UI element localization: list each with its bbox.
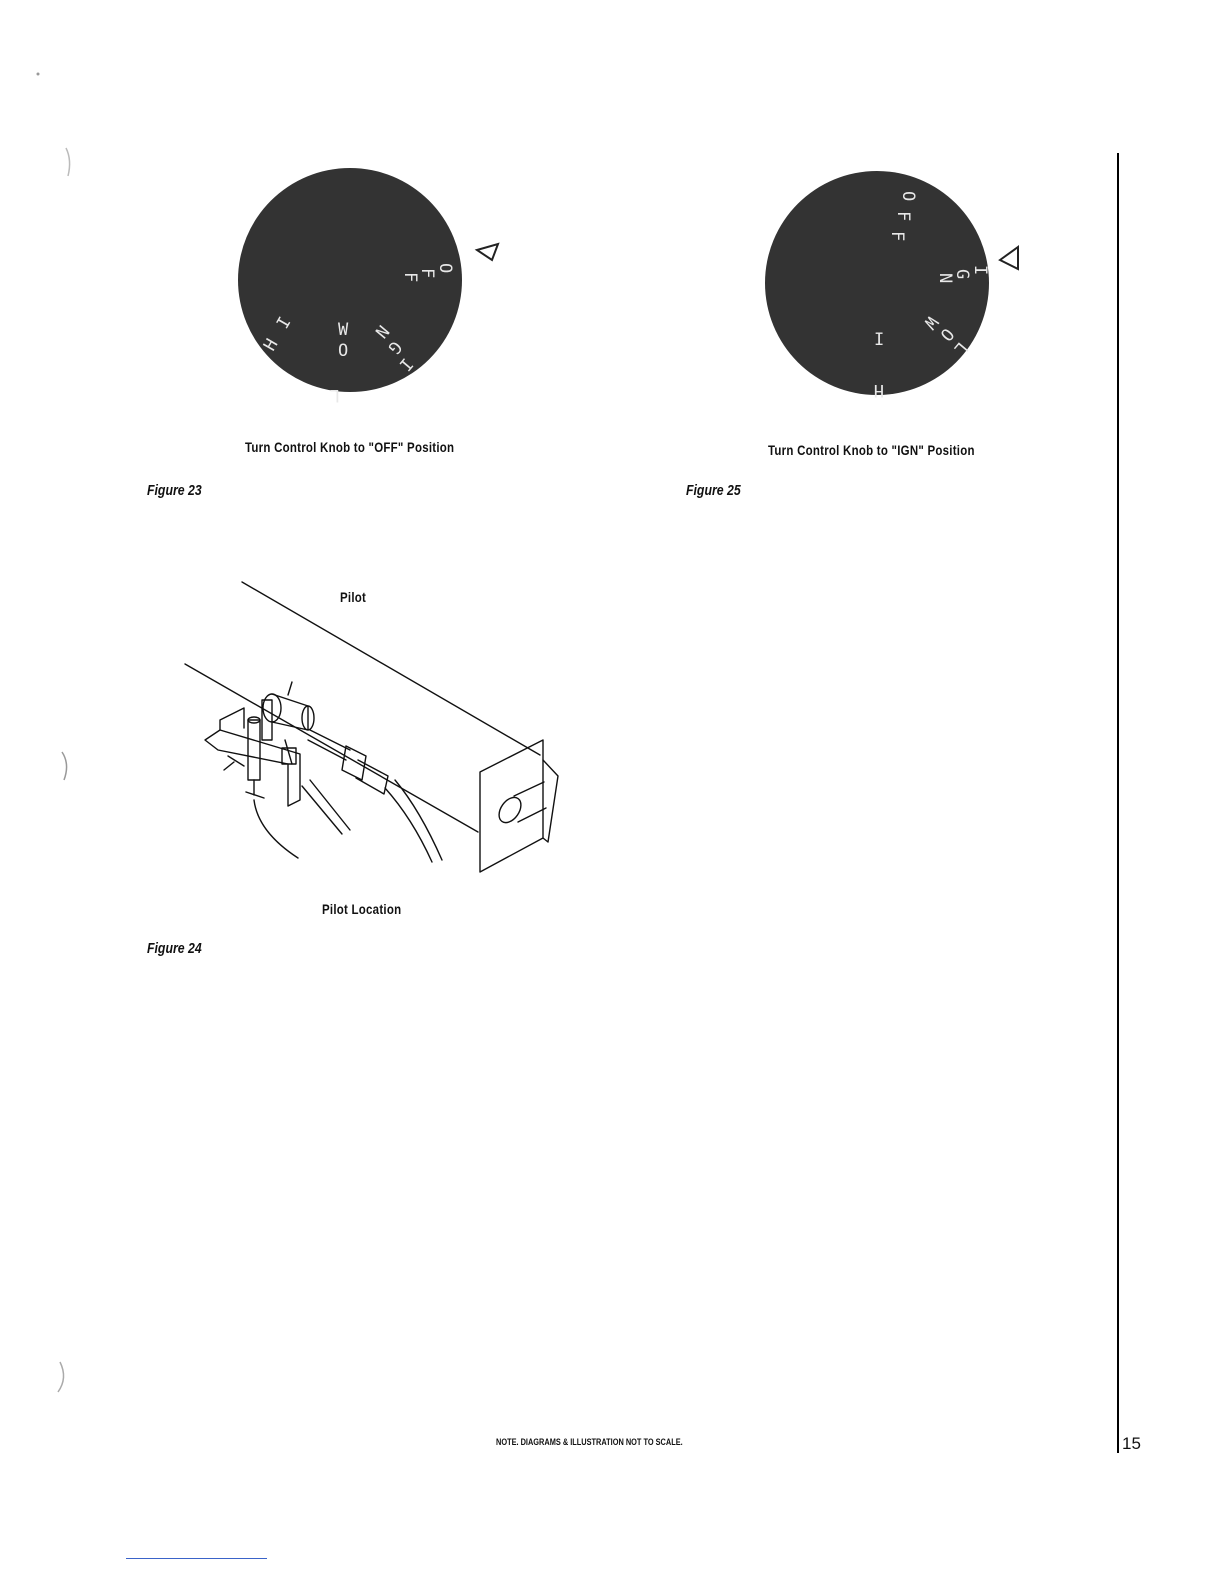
- svg-text:W: W: [338, 320, 349, 340]
- figure-23-caption: Turn Control Knob to "OFF" Position: [245, 439, 455, 455]
- svg-text:I: I: [273, 313, 296, 333]
- control-knob: [238, 168, 462, 392]
- vertical-rule: [1117, 153, 1119, 1453]
- svg-text:F: F: [417, 268, 437, 279]
- svg-text:G: G: [952, 269, 972, 280]
- svg-text:W: W: [919, 311, 942, 333]
- svg-text:F: F: [887, 231, 907, 242]
- margin-marks: [0, 0, 120, 1584]
- pointer-triangle-icon: [477, 244, 498, 260]
- svg-text:H: H: [260, 335, 283, 355]
- pilot-callout: Pilot: [340, 589, 367, 605]
- svg-text:O: O: [435, 263, 455, 274]
- figure-25-caption: Turn Control Knob to "IGN" Position: [768, 442, 975, 458]
- figure-24-caption: Pilot Location: [322, 901, 402, 917]
- svg-text:O: O: [898, 191, 918, 202]
- svg-text:I: I: [874, 330, 885, 350]
- scale-note: NOTE. DIAGRAMS & ILLUSTRATION NOT TO SCALE.: [496, 1437, 683, 1447]
- page-number: 15: [1122, 1434, 1141, 1453]
- figure-23-label: Figure 23: [147, 482, 202, 499]
- svg-text:F: F: [893, 211, 913, 222]
- figure-23-knob-diagram: [230, 160, 520, 405]
- svg-text:L: L: [329, 385, 340, 405]
- svg-text:I: I: [394, 353, 417, 375]
- figure-24-label: Figure 24: [147, 940, 202, 957]
- svg-text:H: H: [873, 380, 884, 400]
- figure-25-label: Figure 25: [686, 482, 741, 499]
- pointer-triangle-icon: [1000, 247, 1018, 269]
- svg-text:L: L: [949, 337, 972, 359]
- svg-text:G: G: [383, 336, 406, 358]
- svg-text:N: N: [935, 273, 955, 284]
- figure-25-knob-diagram: [760, 165, 1050, 410]
- svg-text:N: N: [370, 320, 393, 342]
- svg-text:O: O: [935, 323, 958, 345]
- pilot-assembly-illustration: [180, 580, 580, 880]
- svg-text:I: I: [970, 265, 990, 276]
- footer-rule: [126, 1558, 267, 1559]
- svg-text:O: O: [338, 341, 349, 361]
- svg-text:F: F: [400, 272, 420, 283]
